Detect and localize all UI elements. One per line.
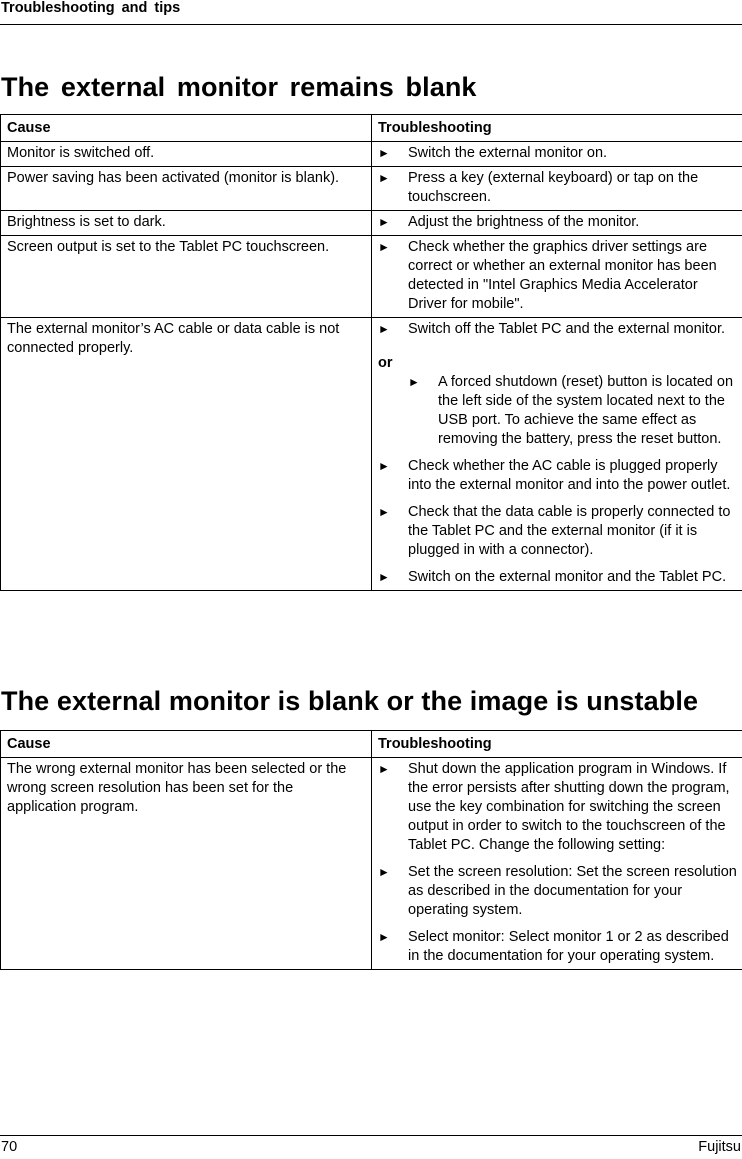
header-divider — [0, 24, 742, 25]
step-text: Adjust the brightness of the monitor. — [408, 214, 640, 230]
troubleshooting-cell — [372, 211, 742, 236]
step-item — [378, 863, 738, 920]
step-arrow-icon: ► — [378, 762, 390, 776]
step-text: Check whether the graphics driver settings are correct or whether an external monitor has been detected in "Intel Graphics Media Accelerator Driver for mobile". — [408, 239, 717, 312]
step-item — [378, 503, 738, 560]
troubleshooting-cell — [372, 318, 742, 591]
troubleshooting-table-monitor-blank — [0, 114, 742, 591]
step-item — [378, 169, 738, 207]
or-label: or — [378, 355, 393, 371]
cause-cell: The external monitor’s AC cable or data cable is not connected properly. — [1, 318, 372, 591]
table-row — [1, 318, 742, 591]
footer-brand: Fujitsu — [698, 1139, 741, 1155]
cause-cell: Power saving has been activated (monitor is blank). — [1, 167, 372, 211]
table-header-row — [1, 731, 742, 758]
step-arrow-icon: ► — [378, 930, 390, 944]
step-item — [378, 760, 738, 855]
step-arrow-icon: ► — [378, 240, 390, 254]
step-arrow-icon: ► — [378, 171, 390, 185]
cause-cell: Monitor is switched off. — [1, 142, 372, 167]
cause-cell: The wrong external monitor has been selected or the wrong screen resolution has been set for the application program. — [1, 758, 372, 970]
step-item — [378, 928, 738, 966]
step-arrow-icon: ► — [378, 570, 390, 584]
cause-cell: Screen output is set to the Tablet PC touchscreen. — [1, 236, 372, 318]
page-number: 70 — [1, 1139, 18, 1155]
column-header-cause: Cause — [1, 115, 372, 142]
running-header: Troubleshooting and tips — [1, 0, 181, 16]
step-arrow-icon: ► — [378, 215, 390, 229]
section-title-monitor-unstable: The external monitor is blank or the image is unstable — [1, 686, 699, 716]
table-header-row — [1, 115, 742, 142]
table-row — [1, 236, 742, 318]
column-header-troubleshooting: Troubleshooting — [372, 115, 742, 142]
step-text: Check that the data cable is properly connected to the Tablet PC and the external monitor (if it is plugged in with a connector). — [408, 504, 731, 558]
step-item — [378, 238, 738, 314]
step-item — [378, 213, 738, 232]
troubleshooting-cell — [372, 758, 742, 970]
step-text: Switch on the external monitor and the Tablet PC. — [408, 569, 727, 585]
step-text: A forced shutdown (reset) button is located on the left side of the system located next to the USB port. To achieve the same effect as removing the battery, press the reset button. — [438, 374, 734, 447]
step-text: Switch the external monitor on. — [408, 145, 608, 161]
column-header-cause: Cause — [1, 731, 372, 758]
table-row — [1, 167, 742, 211]
cause-cell: Brightness is set to dark. — [1, 211, 372, 236]
step-text: Set the screen resolution: Set the screen resolution as described in the documentation for your operating system. — [408, 864, 737, 918]
step-item — [378, 320, 738, 339]
step-item — [378, 457, 738, 495]
step-item — [378, 144, 738, 163]
step-item — [378, 568, 738, 587]
footer-divider — [0, 1135, 742, 1136]
step-text: Shut down the application program in Windows. If the error persists after shutting down the program, use the key combination for switching the screen output in order to switch to the touchscreen of the Tablet PC. Change the following setting: — [408, 761, 730, 853]
table-row — [1, 758, 742, 970]
troubleshooting-cell — [372, 236, 742, 318]
step-text: Select monitor: Select monitor 1 or 2 as described in the documentation for your operating system. — [408, 929, 729, 964]
step-arrow-icon: ► — [378, 322, 390, 336]
step-text: Check whether the AC cable is plugged properly into the external monitor and into the power outlet. — [408, 458, 731, 493]
column-header-troubleshooting: Troubleshooting — [372, 731, 742, 758]
troubleshooting-table-monitor-unstable — [0, 730, 742, 970]
step-arrow-icon: ► — [378, 505, 390, 519]
troubleshooting-cell — [372, 167, 742, 211]
table-row — [1, 142, 742, 167]
sub-step-item — [408, 373, 738, 449]
step-arrow-icon: ► — [378, 146, 390, 160]
step-text: Switch off the Tablet PC and the external monitor. — [408, 321, 726, 337]
section-title-monitor-blank: The external monitor remains blank — [1, 72, 477, 102]
step-arrow-icon: ► — [408, 375, 420, 389]
step-text: Press a key (external keyboard) or tap on the touchscreen. — [408, 170, 699, 205]
step-arrow-icon: ► — [378, 865, 390, 879]
troubleshooting-cell — [372, 142, 742, 167]
step-arrow-icon: ► — [378, 459, 390, 473]
table-row — [1, 211, 742, 236]
